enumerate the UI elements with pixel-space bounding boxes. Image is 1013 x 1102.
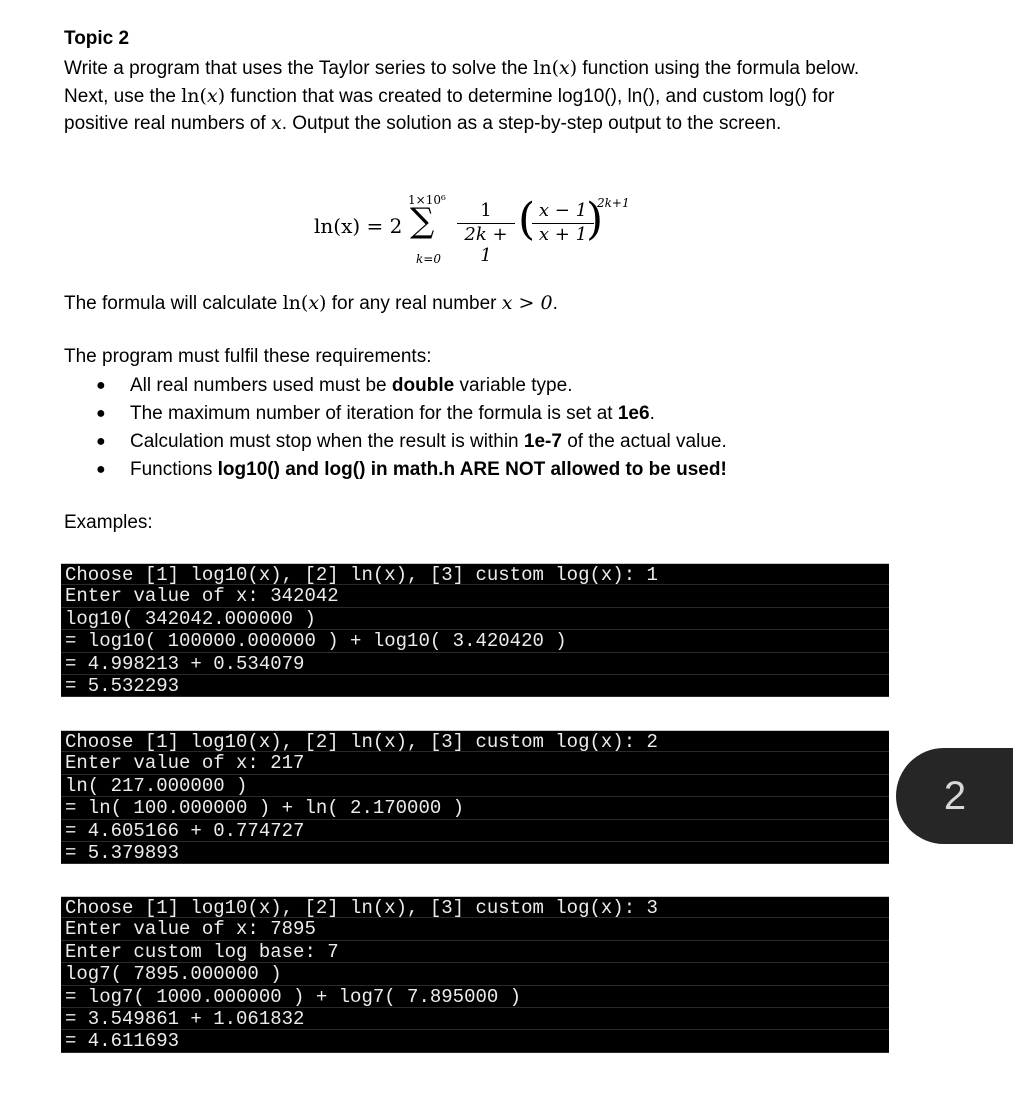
requirements-list bbox=[64, 373, 727, 485]
formula-fraction-2 bbox=[532, 200, 594, 245]
formula-note: The formula will calculate ln(x) for any real number x > 0. bbox=[64, 292, 558, 314]
bullet-icon: ● bbox=[96, 461, 106, 478]
intro-paragraph bbox=[64, 55, 894, 138]
requirement-item: ● Functions log10() and log() in math.h ARE NOT allowed to be used! bbox=[64, 457, 727, 485]
terminal-line: = 4.605166 + 0.774727 bbox=[61, 820, 889, 842]
right-paren: ) bbox=[586, 194, 604, 245]
left-paren: ( bbox=[518, 194, 536, 245]
intro-text-3: function that was created to determine log10(), ln(), and custom log() for positive real numbers of bbox=[64, 85, 835, 134]
bullet-icon: ● bbox=[96, 433, 106, 450]
requirement-item: ● Calculation must stop when the result is within 1e-7 of the actual value. bbox=[64, 429, 727, 457]
fraction-1-numerator: 1 bbox=[457, 200, 515, 224]
terminal-line: log7( 7895.000000 ) bbox=[61, 963, 889, 985]
sigma-symbol: ∑ bbox=[410, 201, 435, 241]
terminal-example-3 bbox=[61, 896, 889, 1053]
formula-lhs: ln(x) = 2 bbox=[314, 214, 403, 238]
terminal-example-2 bbox=[61, 730, 889, 864]
formula-upper-limit: 1×10⁶ bbox=[408, 193, 446, 207]
terminal-line: = 4.611693 bbox=[61, 1030, 889, 1052]
ln-function-2: ln(x) bbox=[181, 84, 226, 107]
terminal-line: = 5.532293 bbox=[61, 675, 889, 697]
terminal-line: Enter value of x: 217 bbox=[61, 752, 889, 774]
topic-title: Topic 2 bbox=[64, 28, 130, 49]
terminal-example-1 bbox=[61, 563, 889, 697]
terminal-line: Choose [1] log10(x), [2] ln(x), [3] custom log(x): 2 bbox=[61, 730, 889, 752]
domain-condition: x > 0 bbox=[501, 292, 553, 314]
ln-function-1: ln(x) bbox=[533, 57, 578, 79]
intro-text-1: Write a program that uses the Taylor series to solve the bbox=[64, 58, 534, 79]
fraction-2-denominator: x + 1 bbox=[538, 224, 588, 245]
page-number-tab bbox=[896, 748, 1013, 844]
terminal-line: = ln( 100.000000 ) + ln( 2.170000 ) bbox=[61, 797, 889, 819]
terminal-line: Enter custom log base: 7 bbox=[61, 941, 889, 963]
intro-text-2: function using the formula below. Next, use the bbox=[64, 58, 860, 107]
terminal-line: Enter value of x: 7895 bbox=[61, 918, 889, 940]
bullet-icon: ● bbox=[96, 405, 106, 422]
terminal-line: = log7( 1000.000000 ) + log7( 7.895000 ) bbox=[61, 986, 889, 1008]
ln-function-3: ln(x) bbox=[282, 292, 327, 314]
requirement-item: ● The maximum number of iteration for the formula is set at 1e6. bbox=[64, 401, 727, 429]
requirements-intro: The program must fulfil these requirements: bbox=[64, 346, 432, 367]
terminal-line: ln( 217.000000 ) bbox=[61, 775, 889, 797]
terminal-line: Choose [1] log10(x), [2] ln(x), [3] custom log(x): 1 bbox=[61, 563, 889, 585]
taylor-formula bbox=[310, 190, 650, 270]
fraction-1-denominator: 2k + 1 bbox=[464, 224, 508, 266]
bullet-icon: ● bbox=[96, 377, 106, 394]
x-variable: x bbox=[271, 112, 282, 134]
examples-label: Examples: bbox=[64, 512, 153, 533]
terminal-line: = 5.379893 bbox=[61, 842, 889, 864]
formula-exponent: 2k+1 bbox=[597, 196, 630, 210]
terminal-line: = 4.998213 + 0.534079 bbox=[61, 653, 889, 675]
formula-lower-limit: k=0 bbox=[416, 252, 441, 266]
terminal-line: Choose [1] log10(x), [2] ln(x), [3] custom log(x): 3 bbox=[61, 896, 889, 918]
intro-text-4: . Output the solution as a step-by-step output to the screen. bbox=[281, 113, 782, 134]
terminal-line: = 3.549861 + 1.061832 bbox=[61, 1008, 889, 1030]
terminal-line: = log10( 100000.000000 ) + log10( 3.420420 ) bbox=[61, 630, 889, 652]
page-number: 2 bbox=[943, 773, 967, 818]
requirement-item: ● All real numbers used must be double variable type. bbox=[64, 373, 727, 401]
fraction-2-numerator: x − 1 bbox=[532, 200, 594, 224]
terminal-line: log10( 342042.000000 ) bbox=[61, 608, 889, 630]
terminal-line: Enter value of x: 342042 bbox=[61, 585, 889, 607]
formula-fraction-1 bbox=[457, 200, 515, 266]
